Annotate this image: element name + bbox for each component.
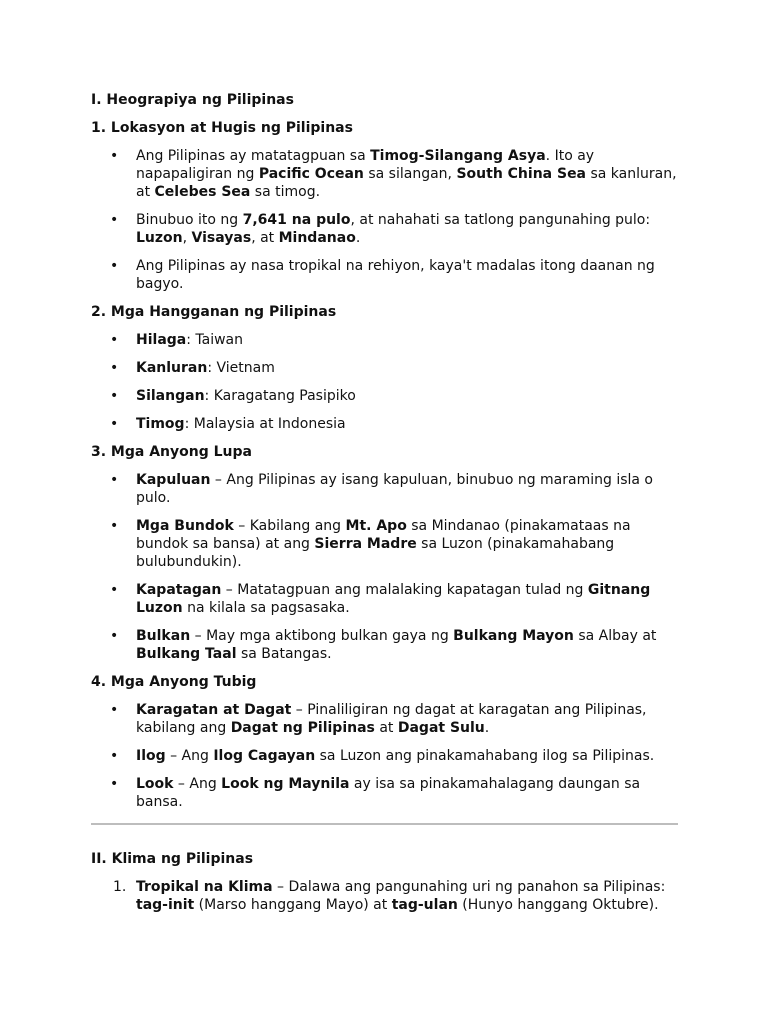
list-item: • Karagatan at Dagat – Pinaliligiran ng dagat at karagatan ang Pilipinas, kabilang ang Dagat ng Pilipinas at Dagat Sulu. <box>91 701 677 737</box>
bold-term: Kanluran <box>136 360 208 376</box>
section-title-heograpiya: I. Heograpiya ng Pilipinas <box>91 92 294 108</box>
bold-term: Dagat Sulu <box>397 720 485 736</box>
bold-term: Bulkan <box>136 628 191 644</box>
list-item-text: Tropikal na Klima – Dalawa ang pangunahing uri ng panahon sa Pilipinas: tag-init (Marso hanggang Mayo) at tag-ulan (Hunyo hanggang Oktubre). <box>136 879 666 913</box>
list-item: • Look – Ang Look ng Maynila ay isa sa pinakamahalagang daungan sa bansa. <box>91 775 677 811</box>
bold-term: Mga Bundok <box>136 518 234 534</box>
bold-term: tag-ulan <box>391 897 458 913</box>
list-item: • Ang Pilipinas ay matatagpuan sa Timog-Silangang Asya. Ito ay napapaligiran ng Pacific Ocean sa silangan, South China Sea sa kanluran, at Celebes Sea sa timog. <box>91 147 677 201</box>
list-item: • Ang Pilipinas ay nasa tropikal na rehiyon, kaya't madalas itong daanan ng bagyo. <box>91 257 677 293</box>
bold-term: Dagat ng Pilipinas <box>230 720 375 736</box>
bold-term: Ilog Cagayan <box>213 748 316 764</box>
bold-term: Kapuluan <box>136 472 211 488</box>
bold-term: South China Sea <box>456 166 587 182</box>
bold-term: Pacific Ocean <box>258 166 364 182</box>
bold-term: Mt. Apo <box>345 518 407 534</box>
bold-term: Bulkang Taal <box>136 646 237 662</box>
bold-term: 7,641 na pulo <box>242 212 351 228</box>
horizontal-divider <box>91 823 678 825</box>
bold-term: Kapatagan <box>136 582 222 598</box>
bold-term: Timog <box>136 416 185 432</box>
bold-term: Sierra Madre <box>314 536 417 552</box>
list-item: • Silangan: Karagatang Pasipiko <box>91 387 677 405</box>
lokasyon-list <box>91 147 677 293</box>
bold-term: Timog-Silangang Asya <box>370 148 546 164</box>
subsection-title-hangganan: 2. Mga Hangganan ng Pilipinas <box>91 304 337 320</box>
bold-term: Tropikal na Klima <box>136 879 273 895</box>
list-item: • Mga Bundok – Kabilang ang Mt. Apo sa Mindanao (pinakamataas na bundok sa bansa) at ang Sierra Madre sa Luzon (pinakamahabang bulubundukin). <box>91 517 677 571</box>
section-title-klima: II. Klima ng Pilipinas <box>91 851 254 867</box>
bold-term: Celebes Sea <box>154 184 251 200</box>
bold-term: Gitnang Luzon <box>136 582 651 616</box>
bold-term: Visayas <box>191 230 252 246</box>
subsection-title-anyong-tubig: 4. Mga Anyong Tubig <box>91 674 257 690</box>
list-number: 1. <box>113 879 127 895</box>
bold-term: tag-init <box>136 897 195 913</box>
klima-list <box>91 878 677 914</box>
bold-term: Karagatan at Dagat <box>136 702 292 718</box>
bold-term: Luzon <box>136 230 183 246</box>
hangganan-list <box>91 331 677 433</box>
list-item: • Timog: Malaysia at Indonesia <box>91 415 677 433</box>
bold-term: Mindanao <box>278 230 356 246</box>
list-item: • Binubuo ito ng 7,641 na pulo, at nahahati sa tatlong pangunahing pulo: Luzon, Visayas, at Mindanao. <box>91 211 677 247</box>
bold-term: Look ng Maynila <box>221 776 350 792</box>
list-item: • Kanluran: Vietnam <box>91 359 677 377</box>
anyong-lupa-list <box>91 471 677 663</box>
subsection-title-lokasyon: 1. Lokasyon at Hugis ng Pilipinas <box>91 120 353 136</box>
bold-term: Hilaga <box>136 332 187 348</box>
list-item: • Hilaga: Taiwan <box>91 331 677 349</box>
list-item: • Bulkan – May mga aktibong bulkan gaya ng Bulkang Mayon sa Albay at Bulkang Taal sa Batangas. <box>91 627 677 663</box>
list-item: • Ilog – Ang Ilog Cagayan sa Luzon ang pinakamahabang ilog sa Pilipinas. <box>91 747 677 765</box>
list-item: • Kapatagan – Matatagpuan ang malalaking kapatagan tulad ng Gitnang Luzon na kilala sa pagsasaka. <box>91 581 677 617</box>
anyong-tubig-list <box>91 701 677 811</box>
bold-term: Bulkang Mayon <box>453 628 574 644</box>
list-item: • Kapuluan – Ang Pilipinas ay isang kapuluan, binubuo ng maraming isla o pulo. <box>91 471 677 507</box>
subsection-title-anyong-lupa: 3. Mga Anyong Lupa <box>91 444 252 460</box>
bold-term: Silangan <box>136 388 205 404</box>
bold-term: Ilog <box>136 748 166 764</box>
numbered-list-item <box>91 878 677 914</box>
bold-term: Look <box>136 776 174 792</box>
